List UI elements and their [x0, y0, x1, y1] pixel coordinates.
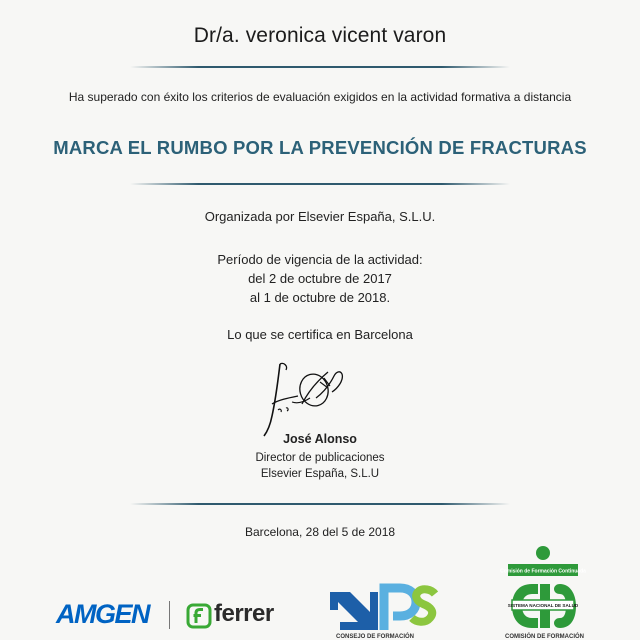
intro-text: Ha superado con éxito los criterios de evaluación exigidos en la actividad formativa a distancia: [68, 90, 572, 104]
logo-separator: [169, 601, 170, 629]
period-label: Período de vigencia de la actividad:: [217, 252, 423, 267]
issue-date: Barcelona, 28 del 5 de 2018: [244, 525, 396, 539]
cfc-snf-logo: [500, 544, 586, 640]
divider-bottom: [130, 503, 510, 505]
signer-role: Director de publicaciones: [255, 452, 385, 464]
cfc-caption: COMISIÓN DE FORMACIÓN: [505, 634, 584, 640]
amgen-logo: AMGEN: [56, 599, 149, 629]
organizer-text: Organizada por Elsevier España, S.L.U.: [204, 209, 436, 224]
recipient-name: Dr/a. veronica vicent varon: [193, 24, 447, 47]
activity-title: MARCA EL RUMBO POR LA PREVENCIÓN DE FRACTURAS: [53, 137, 587, 158]
signer-name: José Alonso: [283, 432, 357, 446]
divider-top: [130, 66, 510, 68]
validity-period: [0, 250, 640, 307]
period-end: al 1 de octubre de 2018.: [249, 290, 391, 305]
period-start: del 2 de octubre de 2017: [248, 271, 392, 286]
ferrer-mark-icon: [187, 604, 211, 628]
ps-caption: CONSEJO DE FORMACIÓN: [336, 634, 415, 640]
certify-place: Lo que se certifica en Barcelona: [227, 327, 413, 342]
ferrer-logo: ferrer: [214, 600, 274, 627]
cfc-bottom-text: SISTEMA NACIONAL DE SALUD: [507, 603, 579, 608]
cfc-top-text: Comisión de Formación Continuada: [500, 568, 586, 575]
signer-details: [0, 450, 640, 482]
signature-image: [258, 358, 354, 440]
divider-middle: [130, 183, 510, 185]
ps-accreditation-logo: [328, 578, 438, 640]
signer-company: Elsevier España, S.L.U: [260, 468, 380, 480]
